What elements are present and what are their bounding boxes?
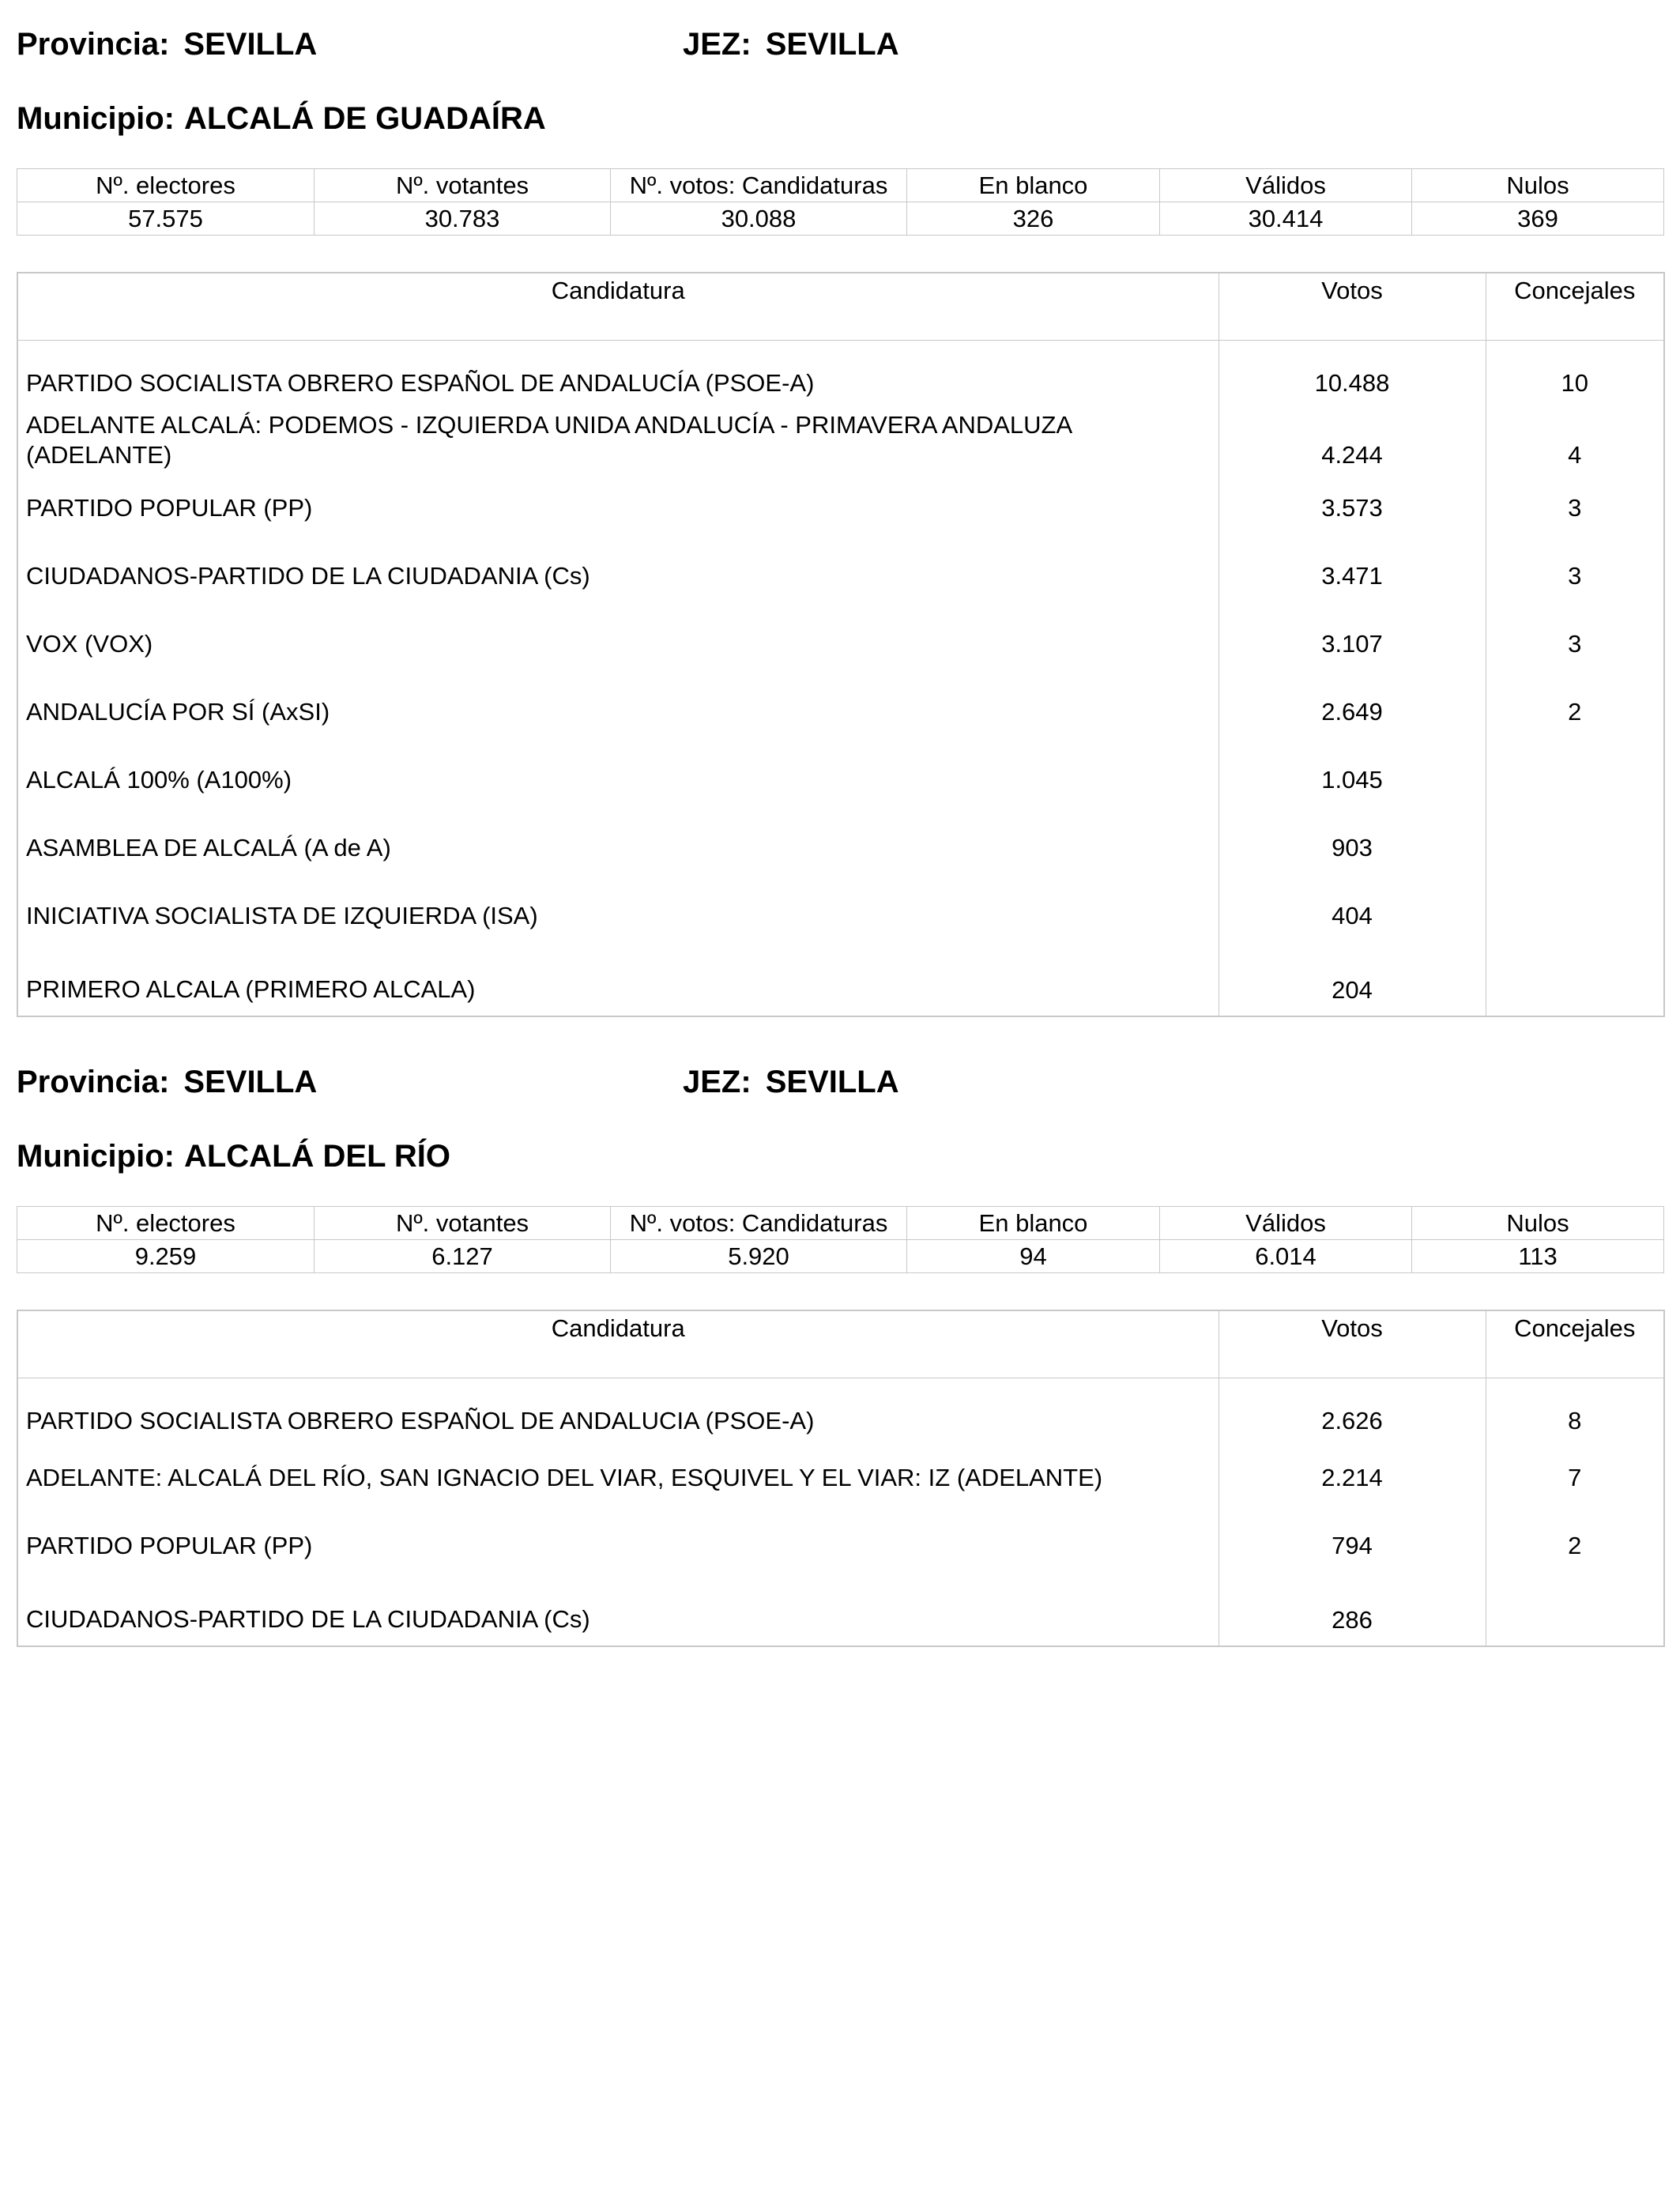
municipality-section-1 [17, 21, 1663, 1024]
provincia-label: Provincia: [17, 1065, 170, 1099]
jez-value: SEVILLA [765, 27, 899, 62]
candidate-votes: 10.488 [1219, 360, 1486, 406]
jez-label: JEZ: [683, 1065, 751, 1099]
candidate-name: PARTIDO SOCIALISTA OBRERO ESPAÑOL DE ANDALUCÍA (PSOE-A) [17, 360, 1219, 406]
candidate-row [17, 1398, 1664, 1444]
stat-header: Válidos [1160, 169, 1412, 202]
candidate-name: ALCALÁ 100% (A100%) [17, 746, 1219, 814]
candidate-row [17, 610, 1664, 678]
candidate-seats: 4 [1486, 406, 1664, 474]
candidate-seats: 2 [1486, 678, 1664, 746]
candidate-seats: 10 [1486, 360, 1664, 406]
candidate-name: ANDALUCÍA POR SÍ (AxSI) [17, 678, 1219, 746]
candidate-row [17, 1580, 1664, 1646]
votos-header: Votos [1219, 273, 1486, 341]
candidate-name: PARTIDO SOCIALISTA OBRERO ESPAÑOL DE ANDALUCIA (PSOE-A) [17, 1398, 1219, 1444]
stats-value-row [17, 202, 1664, 236]
stats-header-row [17, 1207, 1664, 1240]
candidate-name: CIUDADANOS-PARTIDO DE LA CIUDADANIA (Cs) [17, 1580, 1219, 1646]
candidate-seats: 8 [1486, 1398, 1664, 1444]
candidates-header-row [17, 273, 1664, 341]
candidate-votes: 3.573 [1219, 474, 1486, 542]
candidates-table [17, 272, 1665, 1017]
stat-header: Nº. votantes [315, 169, 611, 202]
candidate-name: PRIMERO ALCALA (PRIMERO ALCALA) [17, 950, 1219, 1016]
candidate-votes: 903 [1219, 814, 1486, 882]
candidate-seats [1486, 746, 1664, 814]
stat-header: Nulos [1412, 169, 1664, 202]
stat-value: 30.783 [315, 202, 611, 236]
candidate-votes: 794 [1219, 1512, 1486, 1580]
candidate-row [17, 1444, 1664, 1512]
stat-value: 30.414 [1160, 202, 1412, 236]
concejales-header: Concejales [1486, 273, 1664, 341]
candidate-name: CIUDADANOS-PARTIDO DE LA CIUDADANIA (Cs) [17, 542, 1219, 610]
jez-value: SEVILLA [765, 1065, 899, 1099]
candidate-row [17, 678, 1664, 746]
stat-header: Válidos [1160, 1207, 1412, 1240]
candidate-row [17, 814, 1664, 882]
provincia-line [17, 1058, 317, 1106]
candidate-row [17, 474, 1664, 542]
candidate-row [17, 360, 1664, 406]
candidate-votes: 3.471 [1219, 542, 1486, 610]
stat-value: 94 [907, 1240, 1160, 1273]
stat-value: 30.088 [611, 202, 907, 236]
stat-value: 6.014 [1160, 1240, 1412, 1273]
municipality-section-2 [17, 1058, 1663, 1659]
municipio-value: ALCALÁ DE GUADAÍRA [183, 101, 546, 136]
provincia-value: SEVILLA [183, 1065, 318, 1099]
candidate-row [17, 542, 1664, 610]
candidate-seats: 2 [1486, 1512, 1664, 1580]
municipio-label: Municipio: [17, 1139, 175, 1174]
candidate-seats [1486, 1580, 1664, 1646]
candidate-votes: 204 [1219, 950, 1486, 1016]
candidate-votes: 4.244 [1219, 406, 1486, 474]
stat-header: Nulos [1412, 1207, 1664, 1240]
candidate-name: PARTIDO POPULAR (PP) [17, 474, 1219, 542]
candidates-table [17, 1310, 1665, 1647]
candidate-seats: 7 [1486, 1444, 1664, 1512]
candidate-seats [1486, 882, 1664, 950]
stat-header: Nº. votos: Candidaturas [611, 169, 907, 202]
stat-value: 113 [1412, 1240, 1664, 1273]
candidate-seats: 3 [1486, 542, 1664, 610]
stat-value: 326 [907, 202, 1160, 236]
candidate-seats [1486, 950, 1664, 1016]
candidate-votes: 1.045 [1219, 746, 1486, 814]
municipio-line [17, 95, 546, 142]
candidate-votes: 3.107 [1219, 610, 1486, 678]
concejales-header: Concejales [1486, 1310, 1664, 1378]
stat-header: Nº. electores [17, 1207, 315, 1240]
candidate-row [17, 746, 1664, 814]
candidate-name: VOX (VOX) [17, 610, 1219, 678]
candidate-seats: 3 [1486, 610, 1664, 678]
candidate-row [17, 406, 1664, 474]
jez-line [683, 21, 899, 68]
stat-value: 9.259 [17, 1240, 315, 1273]
provincia-line [17, 21, 317, 68]
candidate-name: PARTIDO POPULAR (PP) [17, 1512, 1219, 1580]
candidate-votes: 2.649 [1219, 678, 1486, 746]
stat-header: En blanco [907, 1207, 1160, 1240]
candidate-name: ADELANTE: ALCALÁ DEL RÍO, SAN IGNACIO DEL VIAR, ESQUIVEL Y EL VIAR: IZ (ADELANTE) [17, 1444, 1219, 1512]
stats-header-row [17, 169, 1664, 202]
candidate-row [17, 950, 1664, 1016]
provincia-value: SEVILLA [183, 27, 318, 62]
candidate-votes: 286 [1219, 1580, 1486, 1646]
stat-header: Nº. votantes [315, 1207, 611, 1240]
summary-stats-table [17, 1206, 1664, 1273]
stat-value: 57.575 [17, 202, 315, 236]
candidate-votes: 2.626 [1219, 1398, 1486, 1444]
candidate-seats [1486, 814, 1664, 882]
summary-stats-table [17, 168, 1664, 236]
stats-value-row [17, 1240, 1664, 1273]
provincia-label: Provincia: [17, 27, 170, 62]
candidate-votes: 404 [1219, 882, 1486, 950]
candidate-row [17, 1512, 1664, 1580]
jez-line [683, 1058, 899, 1106]
stat-header: En blanco [907, 169, 1160, 202]
jez-label: JEZ: [683, 27, 751, 62]
municipio-line [17, 1133, 450, 1180]
stat-value: 369 [1412, 202, 1664, 236]
municipio-value: ALCALÁ DEL RÍO [183, 1139, 450, 1174]
candidate-name: ADELANTE ALCALÁ: PODEMOS - IZQUIERDA UNIDA ANDALUCÍA - PRIMAVERA ANDALUZA (ADELANTE) [17, 406, 1219, 474]
stat-header: Nº. votos: Candidaturas [611, 1207, 907, 1240]
candidates-header-row [17, 1310, 1664, 1378]
stat-value: 6.127 [315, 1240, 611, 1273]
candidatura-header: Candidatura [17, 273, 1219, 341]
candidate-seats: 3 [1486, 474, 1664, 542]
candidate-votes: 2.214 [1219, 1444, 1486, 1512]
stat-header: Nº. electores [17, 169, 315, 202]
candidate-name: ASAMBLEA DE ALCALÁ (A de A) [17, 814, 1219, 882]
municipio-label: Municipio: [17, 101, 175, 136]
stat-value: 5.920 [611, 1240, 907, 1273]
candidate-name: INICIATIVA SOCIALISTA DE IZQUIERDA (ISA) [17, 882, 1219, 950]
candidate-row [17, 882, 1664, 950]
votos-header: Votos [1219, 1310, 1486, 1378]
candidatura-header: Candidatura [17, 1310, 1219, 1378]
